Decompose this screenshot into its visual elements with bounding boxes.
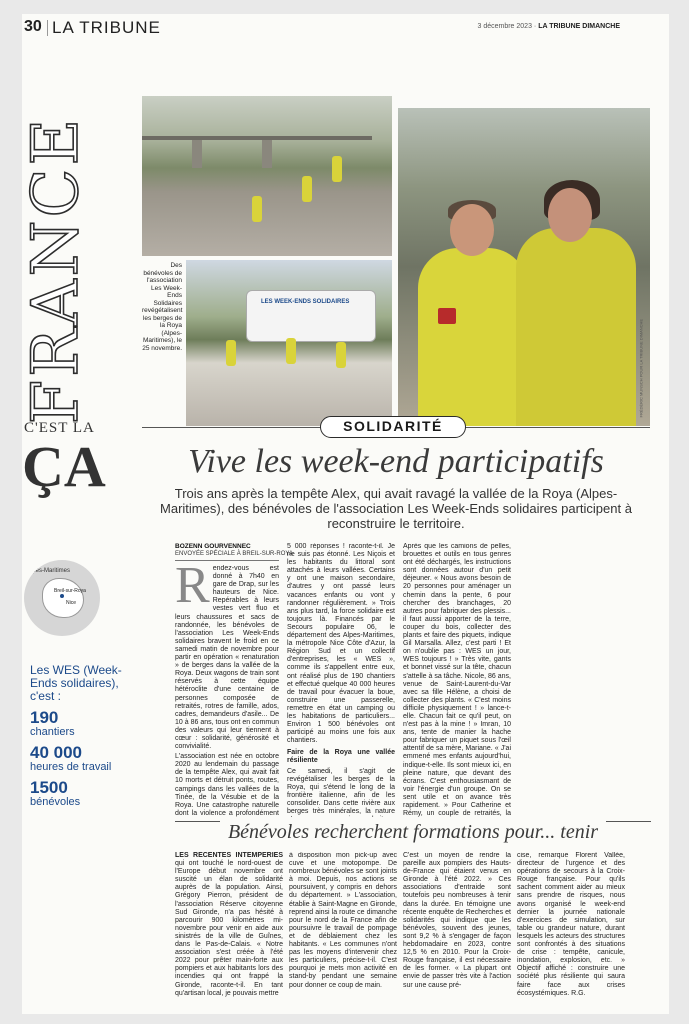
sidebar-lead-in: LES RÉCENTES INTEMPÉRIES (175, 852, 283, 859)
map-region-label: Alpes-Maritimes (27, 568, 71, 574)
section-subtitle-big: ÇA (22, 434, 106, 499)
photo-volunteer (252, 196, 262, 222)
column-text: à disposition mon pick-up avec cuve et une motopompe. De nombreux bénévoles se sont joints à moi. Depuis, nos actions se poursuivent, y compris en dehors du département. » L'association, établie à Saint-Magne en Gironde, reprend ainsi la route ce dimanche pour le nord de la France afin de poursuivre le travail de pompage et de déblaiement chez les habitants. « Les communes n'ont pas les moyens d'intervenir chez les particuliers, précise-t-il. C'est pourquoi je mets mon activité en stand-by pendant une semaine pour donner ce coup de main. (289, 852, 397, 989)
stat-label: bénévoles (30, 796, 81, 808)
column-text: 5 000 réponses ! raconte-t-il. Je ne suis pas étonné. Les Niçois et les habitants du littoral sont attachés à leurs vallées. Certains y ont une maison secondaire, d'autres y ont passé leurs vacances enfants ou vont y randonner régulièrement. » Trois ans plus tard, la force solidaire est toujours là. Financés par le Secours populaire 06, le département des Alpes-Maritimes, la métropole Nice Côte d'Azur, la Région Sud et un collectif d'entreprises, les « WES », comme ils s'appellent entre eux, ont réalisé plus de 190 chantiers et effectué quelque 40 000 heures de travail pour évacuer la boue, construire une passerelle, remettre en état un camping ou les habitations de particuliers... Environ 1 500 bénévoles ont participé au moins une fois aux chantiers. (287, 543, 395, 745)
photo-two-volunteers (398, 108, 650, 426)
header-divider (47, 20, 48, 36)
map-place-breil: Breil-sur-Roya (54, 588, 86, 594)
photo-face (548, 188, 592, 242)
van-lettering: LES WEEK-ENDS SOLIDAIRES (261, 299, 350, 305)
sidebar-column-2 (289, 852, 397, 1002)
photo-volunteer (332, 156, 342, 182)
photo-red-cup (438, 308, 456, 324)
section-title-vertical: FRANCE (19, 115, 93, 425)
header-date: 3 décembre 2023 · LA TRIBUNE DIMANCHE (477, 23, 620, 30)
stats-box (30, 664, 130, 814)
photo-van-volunteers (186, 260, 392, 426)
sidebar-column-4 (517, 852, 625, 1002)
stat-label: chantiers (30, 726, 75, 738)
article-deck: Trois ans après la tempête Alex, qui avait ravagé la vallée de la Roya (Alpes-Maritimes), des bénévoles de l'association Les Week-Ends solidaires participent à reconstruire le territoire. (160, 486, 632, 531)
drop-cap: R (175, 565, 210, 614)
section-subtitle-small: C'EST LA (24, 420, 95, 436)
column-text: qui ont touché le nord-ouest de l'Europe début novembre ont suscité un élan de solidarité auprès de la population. Ainsi, Grégory Pierron, président de l'association Réserve citoyenne Sud Gironde, n'a pas hésité à parcourir 900 kilomètres mi-novembre pour venir en aide aux sinistrés de la ville de Guînes, dans le Pas-de-Calais. « Notre association s'est créée à l'été 2022 pour prêter main-forte aux pompiers et aux habitants lors des incendies qui ont frappé la Gironde, raconte-t-il. En tant qu'artisan local, je pouvais mettre (175, 860, 283, 997)
locator-map (24, 560, 100, 636)
photo-riverbank-volunteers (142, 96, 392, 256)
stat-label: heures de travail (30, 761, 112, 773)
map-place-nice: Nice (66, 600, 77, 606)
byline-rule (175, 560, 279, 561)
stats-intro: Les WES (Week-Ends solidaires), c'est : (30, 663, 122, 703)
photo-bridge (142, 136, 372, 140)
stat-value: 1500 (30, 778, 68, 797)
photo-bridge-pillar (192, 140, 202, 168)
sidebar-headline: Bénévoles recherchent formations pour... tenir (175, 818, 651, 846)
column-text: cise, remarque Florent Vallée, directeur de l'urgence et des opérations de secours à la Croix-Rouge française. Pour qu'ils sachent comment aider au mieux sans prendre de risques, nous avons organisé le week-end dernier la journée nationale d'exercices de simulation, sur table ou grandeur nature, durant lesquels les acteurs des structures sont confrontés à des situations de crise : tempête, canicule, inondation, explosion, etc. » Objectif affiché : construire une société plus résiliente qui saura faire face aux crises écosystémiques. R.G. (517, 852, 625, 997)
page-header (24, 18, 644, 40)
photo-volunteer (336, 342, 346, 368)
page-number: 30 (24, 18, 42, 35)
stat-value: 40 000 (30, 743, 82, 762)
photo-caption: Des bénévoles de l'association Les Week-Ends Solidaires revégétalisent les berges de la Roya (Alpes-Maritimes), le 25 novembre. (142, 262, 183, 352)
article-column-1 (175, 565, 279, 817)
article-subheading: Faire de la Roya une vallée résiliente (287, 749, 395, 765)
map-region-shape (42, 578, 84, 618)
article-byline-role: ENVOYÉE SPÉCIALE À BREIL-SUR-ROYA (175, 551, 293, 557)
photo-volunteer-jacket (418, 248, 528, 426)
photo-volunteer (302, 176, 312, 202)
photo-van (246, 290, 376, 342)
map-pin-icon (60, 594, 64, 598)
column-text: L'association est née en octobre 2020 au lendemain du passage de la tempête Alex, qui avait fait 10 morts et détruit ponts, routes, campings dans les vallées de la Tinée, de la Vésubie et de la Roya. Une catastrophe naturelle dont la violence a profondément (175, 753, 279, 817)
sidebar-column-1 (175, 852, 283, 1002)
stat-value: 190 (30, 708, 59, 727)
photo-bridge-pillar (262, 140, 272, 168)
article-headline: Vive les week-end participatifs (188, 443, 604, 480)
photo-volunteer (226, 340, 236, 366)
article-byline: BOZENN GOURVENNEC (175, 543, 251, 550)
article-kicker: SOLIDARITÉ (320, 416, 466, 438)
sidebar-column-3 (403, 852, 511, 1002)
column-text: endez-vous est donné à 7h40 en gare de Drap, sur les hauteurs de Nice. Repérables à leurs vestes vert fluo et leurs chaussures et sacs de randonnée, les bénévoles de l'association Les Week-Ends solidaires bravent le froid en ce samedi matin de novembre pour partir en opération « renaturation » de berges dans la vallée de la Roya. Deux wagons de train sont réservés à cette équipe hétéroclite d'une centaine de personnes composée de retraités, rotres de famille, ados, cadres, demandeurs d'asile... De 10 à 86 ans, tous ont en commun des valeurs qui leur tiennent à cœur : solidarité, générosité et convivialité. (175, 565, 279, 751)
photo-volunteer-jacket (516, 228, 636, 426)
photo-credit: FRÉDÉRIC MUNSCH POUR LA TRIBUNE DIMANCHE (638, 318, 644, 418)
column-text: Après que les camions de pelles, brouettes et outils en tous genres ont été déchargés, les instructions sont données autour d'un petit déjeuner. « Nous avons besoin de 20 personnes pour aménager un chemin dans la pente, 6 pour chercher des branchages, 20 autres pour fabriquer des plessis... il faut aussi apporter de la terre, couper du bois, collecter des plants et faire des piquets, indique Gil Marsalla. Allez, c'est parti ! Et on n'oublie pas : WES un jour, WES toujours ! » Très vite, gants et bonnet vissé sur la tête, chacun s'attelle à sa tâche. Nicole, 86 ans, venue de Saint-Laurent-du-Var avec sa fille Hélène, a choisi de collecter des plants. « C'est moins difficile physiquement ! » lance-t-elle. Chacun fait ce qu'il peut, on n'est pas à la mine ! » Imran, 10 ans, tente de manier la hache pour fabriquer un piquet sous l'œil attentif de sa mère, Mariane. « J'ai emmené mes enfants aujourd'hui, indique-t-elle. Ils sont mieux ici, en pleine nature, que devant des écrans. C'est enthousiasmant de voir l'énergie d'un groupe. On se sent utile et on avance très rapidement. » Pour Catherine et Rémy, un couple de retraités, la (403, 543, 511, 817)
column-text: Ce samedi, il s'agit de revégétaliser les berges de la Roya, qui s'étend le long de la frontière italienne, afin de les consolider. Dans cette rivière aux berges très minérales, la nature (287, 767, 395, 815)
photo-face (450, 204, 494, 256)
publication-name: LA TRIBUNE (52, 18, 161, 37)
article-column-2 (287, 543, 395, 817)
article-column-3 (403, 543, 511, 817)
photo-volunteer (286, 338, 296, 364)
column-text: C'est un moyen de rendre la pareille aux pompiers des Hauts-de-France qui étaient venus en Gironde à l'été 2022. » Ces associations d'entraide sont toutefois peu nombreuses à tenir dans la durée. En témoigne une récente enquête de Recherches et solidarités qui indique que les bénévoles, souvent des jeunes, sont 9,2 % à s'engager de façon hebdomadaire en 2023, contre 12,5 % en 2010. Pour la Croix-Rouge française, il est nécessaire de les former. « La plupart ont envie de passer très vite à l'action sur une cause pré- (403, 852, 511, 989)
